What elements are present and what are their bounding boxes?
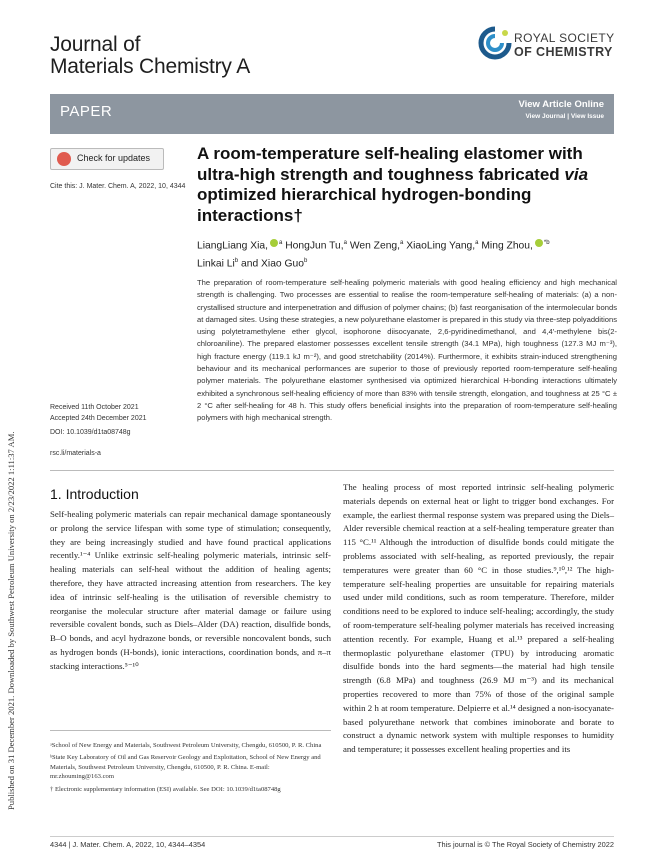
author-name[interactable]: HongJun Tu, <box>285 240 344 252</box>
doi-link[interactable]: DOI: 10.1039/d1ta08748g <box>50 429 131 436</box>
journal-title[interactable] <box>50 34 250 78</box>
author-name[interactable]: LiangLiang Xia, <box>197 240 268 252</box>
footer-divider <box>50 836 614 837</box>
view-journal-issue-links[interactable]: View Journal | View Issue <box>525 113 604 120</box>
section-heading-introduction: 1. Introduction <box>50 486 139 502</box>
check-for-updates-button[interactable] <box>50 148 164 170</box>
author-name[interactable]: and Xiao Guo <box>241 258 304 270</box>
author-name[interactable]: Linkai Li <box>197 258 235 270</box>
download-stamp-text: Published on 31 December 2021. Downloaded by Southwest Petroleum University on 2/23/2022 1:11:37 AM. <box>6 431 16 810</box>
author-affiliation-mark: *b <box>543 240 550 246</box>
journal-short-link[interactable]: rsc.li/materials-a <box>50 450 101 457</box>
body-text-column-left: Self-healing polymeric materials can repair mechanical damage spontaneously or prolong the service lifespan with some type of stimulation; consequently, they are being increasingly studied and have found practical applications recently.¹⁻⁴ Unlike extrinsic self-healing polymeric materials, intrinsic self-healing materials can self-heal without the addition of healing agents; therefore, they have attracted increasing attention from researchers. The key idea of intrinsic self-healing is the utilisation of reversible chemistry to reorganise the molecular structure after material damage or failure using reversible covalent bonds, such as Diels–Alder (DA) reaction, disulfide bonds, B–O bonds, and acyl hydrazone bonds, or reversible noncovalent bonds, such as hydrogen bonds (H-bonds), ionic interactions, coordination bonds, and π–π stacking interactions.⁵⁻¹⁰ <box>50 509 331 671</box>
publisher-name-line2: OF CHEMISTRY <box>514 45 613 59</box>
abstract: The preparation of room-temperature self-healing polymeric materials with good healing efficiency and high mechanical strength is challenging. Two processes are essential to realise the room-temperature self-healing of materials: (a) a non-crystallised structure and interpenetration and diffusion of polymer chains; (b) fast reorganisation of the intermolecular bonds at damaged sites. Using these strategies, a new polyurethane elastomer is prepared in this study via three-step polyadditions using polytetramethylene ether glycol, isophorone diisocyanate, 2,6-pyridinedimethanol, and 4,4′-methylene bis(2-chloroaniline). The prepared elastomer possesses excellent tensile strength (34.1 MPa), high toughness (127.3 MJ m⁻³), high fracture energy (119.1 kJ m⁻²), and good stretchability (2014%). Furthermore, it exhibits strain-induced strengthening behaviour and its mechanical performances are superior to those of previously reported room-temperature self-healing polymer materials. The polyurethane elastomer synthesised via optimized hierarchical H-bonding interactions ultimately exhibited a synchronous self-healing efficiency of more than 83% with tensile strength, elongation, and toughness at 25 °C ± 2 °C after self-healing for 48 h. This study offers beneficial insights into the preparation of room-temperature self-healing polymers with high mechanical strength. <box>197 278 617 423</box>
article-history <box>50 403 190 439</box>
journal-title-line2: Materials Chemistry A <box>50 55 251 78</box>
title-part1: A room-temperature self-healing elastomer with ultra-high strength and toughness fabricated <box>197 144 583 184</box>
rsc-logo-icon <box>478 26 512 60</box>
footnote-esi: † Electronic supplementary information (ESI) available. See DOI: 10.1039/d1ta08748g <box>50 785 281 793</box>
author-affiliation-mark: a <box>279 240 283 246</box>
accepted-date: Accepted 24th December 2021 <box>50 414 147 422</box>
author-name[interactable]: Wen Zeng, <box>349 240 401 252</box>
article-title <box>197 144 617 226</box>
author-affiliation-mark: b <box>234 257 239 264</box>
title-part2: optimized hierarchical hydrogen-bonding interactions† <box>197 185 532 225</box>
footer-page-info: 4344 | J. Mater. Chem. A, 2022, 10, 4344–4354 <box>50 840 206 849</box>
title-italic: via <box>564 164 589 184</box>
author-name[interactable]: XiaoLing Yang, <box>406 240 476 252</box>
section-divider <box>50 470 614 471</box>
check-for-updates-label: Check for updates <box>77 153 151 163</box>
orcid-icon[interactable] <box>535 239 543 247</box>
author-affiliation-mark: b <box>303 257 308 264</box>
journal-title-line1: Journal of <box>50 33 141 56</box>
citation-info: Cite this: J. Mater. Chem. A, 2022, 10, 4344 <box>50 183 186 190</box>
footnote-divider <box>50 730 331 731</box>
orcid-icon[interactable] <box>270 239 278 247</box>
footnotes <box>50 741 331 794</box>
author-list <box>197 236 617 272</box>
publisher-name-line1: ROYAL SOCIETY <box>514 31 615 45</box>
footnote-affiliation-b: ᵇState Key Laboratory of Oil and Gas Reservoir Geology and Exploitation, School of New Energy and Materials, Southwest Petroleum University, Chengdu, 610500, P. R. China. E-mail: mr.zhouming@163.com <box>50 754 321 781</box>
footer-copyright: This journal is © The Royal Society of Chemistry 2022 <box>436 840 614 849</box>
publisher-logo[interactable] <box>478 23 628 67</box>
body-text-column-right: The healing process of most reported intrinsic self-healing polymeric materials depends on external heat or light to trigger bond exchanges. For example, the earliest thermal response system was prepared using the Diels–Alder reversible chemical reaction at a self-healing temperature greater than 115 °C.¹¹ Although the introduction of disulfide bonds could mitigate the problems associated with self-healing, as reported previously, the repair temperatures were greater than 60 °C in those studies.⁹,¹⁰,¹² The high-temperature self-healing properties are unsuitable for repairing materials used under mild conditions, such as room temperature. Therefore, milder conditions need to be explored to induce self-healing; accordingly, the study of room-temperature self-healing polymer materials has received increasing attention recently. For example, Huang et al.¹³ prepared a self-healing thermoplastic polyurethane elastomer (TPU) by introducing aromatic disulfide bonds into the hard segments—the material had high tensile strength (6.8 MPa) and toughness (26.9 MJ m⁻³) and its mechanical properties recovered to more than 75% of those of the original sample within 2 h at room temperature. Delpierre et al.¹⁴ designed a non-isocyanate-based polyurethane network that combines iminoborate and borate to construct a dynamic network system with multiple responses to humidity and temperature; it possesses excellent healing properties and its <box>343 482 614 755</box>
article-type-banner <box>50 94 614 134</box>
author-affiliation-mark: a <box>400 240 404 246</box>
footnote-affiliation-a: ᵃSchool of New Energy and Materials, Southwest Petroleum University, Chengdu, 610500, P. R. China <box>50 742 322 749</box>
author-name[interactable]: Ming Zhou, <box>481 240 533 252</box>
download-stamp <box>6 120 20 820</box>
article-type-label: PAPER <box>60 103 113 120</box>
update-icon <box>57 152 71 166</box>
author-affiliation-mark: a <box>475 240 479 246</box>
view-article-online-link[interactable]: View Article Online <box>518 99 604 110</box>
author-affiliation-mark: a <box>343 240 347 246</box>
received-date: Received 11th October 2021 <box>50 404 139 411</box>
